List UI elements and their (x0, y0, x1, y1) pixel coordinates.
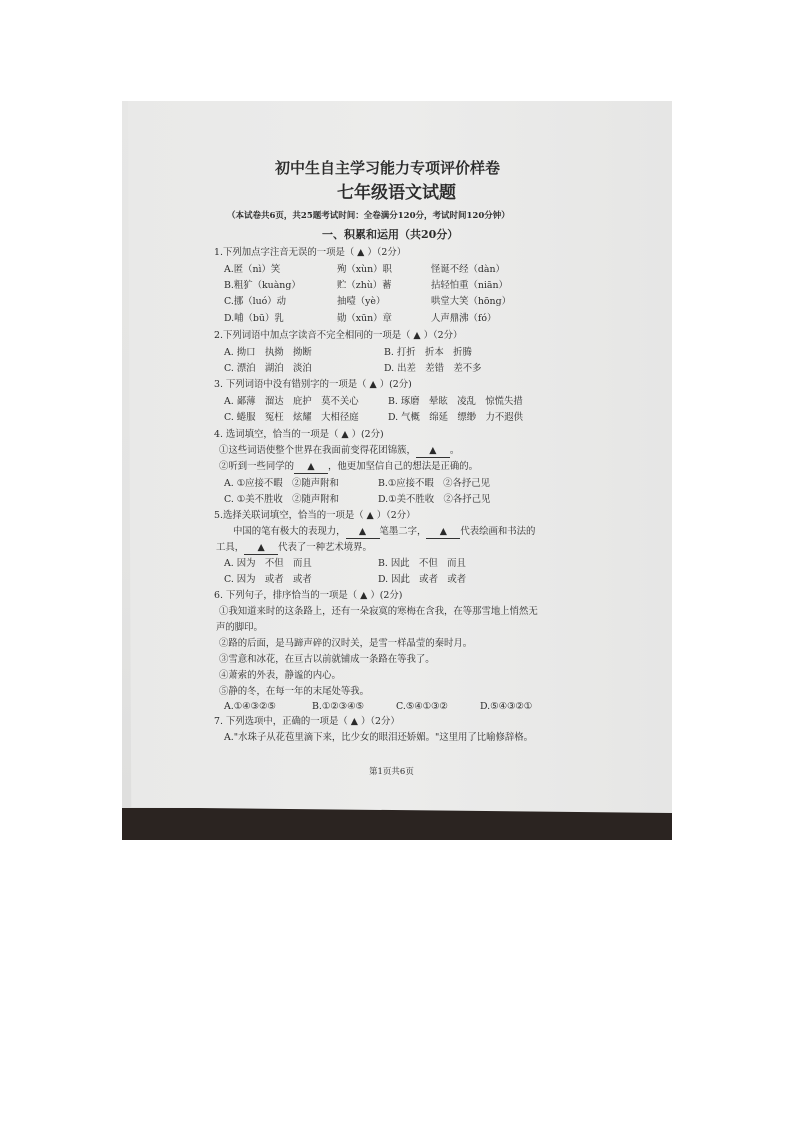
q4-sentence-1: ①这些词语使整个世界在我面前变得花团锦簇， ▲ 。 (219, 445, 460, 456)
q2-c: C. 漂泊 湖泊 淡泊 (224, 363, 312, 374)
q5-passage-1: 中国的笔有极大的表现力， ▲ 笔墨二字， ▲ 代表绘画和书法的 (233, 526, 536, 537)
q6-sentence-3: ③雪意和冰花，在亘古以前就铺成一条路在等我了。 (219, 654, 435, 665)
answer-blank[interactable]: ▲ (426, 526, 460, 539)
q6-option-d: D.⑤④③②① (480, 701, 533, 712)
q4-d: D.①美不胜收 ②各抒己见 (378, 494, 491, 505)
q1-c1: C.挪（luó）动 (224, 296, 286, 307)
q1-a1: A.匿（nì）笑 (224, 264, 281, 275)
answer-blank[interactable]: ▲ (244, 542, 278, 555)
exam-subtitle: 七年级语文试题 (337, 183, 456, 203)
q1-a3: 怪诞不经（dàn） (431, 264, 505, 275)
q1-c3: 哄堂大笑（hōng） (431, 296, 511, 307)
q4-stem: 4. 选词填空，恰当的一项是（ ▲ ）(2分) (214, 429, 384, 440)
q4-sentence-2: ②听到一些同学的 ▲ ，他更加坚信自己的想法是正确的。 (219, 461, 479, 472)
q4-a: A. ①应接不暇 ②随声附和 (224, 478, 339, 489)
q6-option-c: C.⑤④①③② (396, 701, 448, 712)
q1-b2: 贮（zhù）蓄 (337, 280, 392, 291)
q1-d1: D.哺（bū）乳 (224, 313, 284, 324)
q3-c: C. 蜷服 冤枉 炫耀 大相径庭 (224, 412, 359, 423)
q7-option-a: A."水珠子从花苞里滴下来，比少女的眼泪还娇媚。"这里用了比喻修辞格。 (224, 732, 534, 743)
q1-b1: B.粗犷（kuàng） (224, 280, 301, 291)
q2-b: B. 打折 折本 折腾 (384, 347, 472, 358)
q6-stem: 6. 下列句子，排序恰当的一项是（ ▲ ）(2分) (214, 590, 403, 601)
q5-stem: 5.选择关联词填空，恰当的一项是（ ▲ ）（2分） (214, 510, 416, 521)
q4-c: C. ①美不胜收 ②随声附和 (224, 494, 339, 505)
q1-stem: 1.下列加点字注音无误的一项是（ ▲ ）（2分） (214, 247, 407, 258)
q3-b: B. 琢磨 晕眩 凌乱 惊慌失措 (388, 396, 523, 407)
q1-b3: 拈轻怕重（niān） (431, 280, 508, 291)
q5-d: D. 因此 或者 或者 (378, 574, 467, 585)
q5-b: B. 因此 不但 而且 (378, 558, 466, 569)
q6-sentence-1a: ①我知道来时的这条路上，还有一朵寂寞的寒梅在含我，在等那雪地上悄然无 (219, 606, 538, 617)
answer-blank[interactable]: ▲ (294, 461, 328, 474)
q6-sentence-2: ②路的后面，是马蹄声碎的汉时关，是雪一样晶莹的秦时月。 (219, 638, 473, 649)
q1-a2: 殉（xùn）职 (337, 264, 392, 275)
q3-d: D. 气概 绵延 缥缈 力不遐供 (388, 412, 524, 423)
q6-sentence-5: ⑤静的冬，在每一年的末尾处等我。 (219, 686, 370, 697)
exam-title: 初中生自主学习能力专项评价样卷 (275, 159, 501, 177)
q1-d2: 勋（xūn）章 (337, 313, 392, 324)
q5-passage-2: 工具， ▲ 代表了一种艺术境界。 (216, 542, 372, 553)
q2-d: D. 出差 差错 差不多 (384, 363, 482, 374)
q5-a: A. 因为 不但 而且 (224, 558, 312, 569)
answer-blank[interactable]: ▲ (416, 445, 450, 458)
q6-option-a: A.①④③②⑤ (224, 701, 276, 712)
q6-sentence-1b: 声的脚印。 (216, 622, 263, 633)
exam-note: （本试卷共6页，共25题考试时间：全卷满分120分，考试时间120分钟） (227, 211, 510, 221)
q2-a: A. 拗口 执拗 拗断 (224, 347, 312, 358)
q6-sentence-4: ④萧索的外表，静谧的内心。 (219, 670, 341, 681)
q4-b: B.①应接不暇 ②各抒己见 (378, 478, 491, 489)
section-heading: 一、积累和运用（共20分） (322, 228, 459, 241)
q2-stem: 2.下列词语中加点字读音不完全相同的一项是（ ▲ ）（2分） (214, 330, 463, 341)
q6-option-b: B.①②③④⑤ (312, 701, 364, 712)
q5-c: C. 因为 或者 或者 (224, 574, 312, 585)
q3-stem: 3. 下列词语中没有错别字的一项是（ ▲ ）(2分) (214, 379, 412, 390)
q1-d3: 人声鼎沸（fó） (431, 313, 497, 324)
q7-stem: 7. 下列选项中，正确的一项是（ ▲ ）（2分） (214, 716, 400, 727)
q3-a: A. 鄙薄 溜达 庇护 莫不关心 (224, 396, 359, 407)
q1-c2: 抽噎（yè） (337, 296, 386, 307)
page-footer: 第1页共6页 (369, 767, 414, 777)
answer-blank[interactable]: ▲ (346, 526, 380, 539)
